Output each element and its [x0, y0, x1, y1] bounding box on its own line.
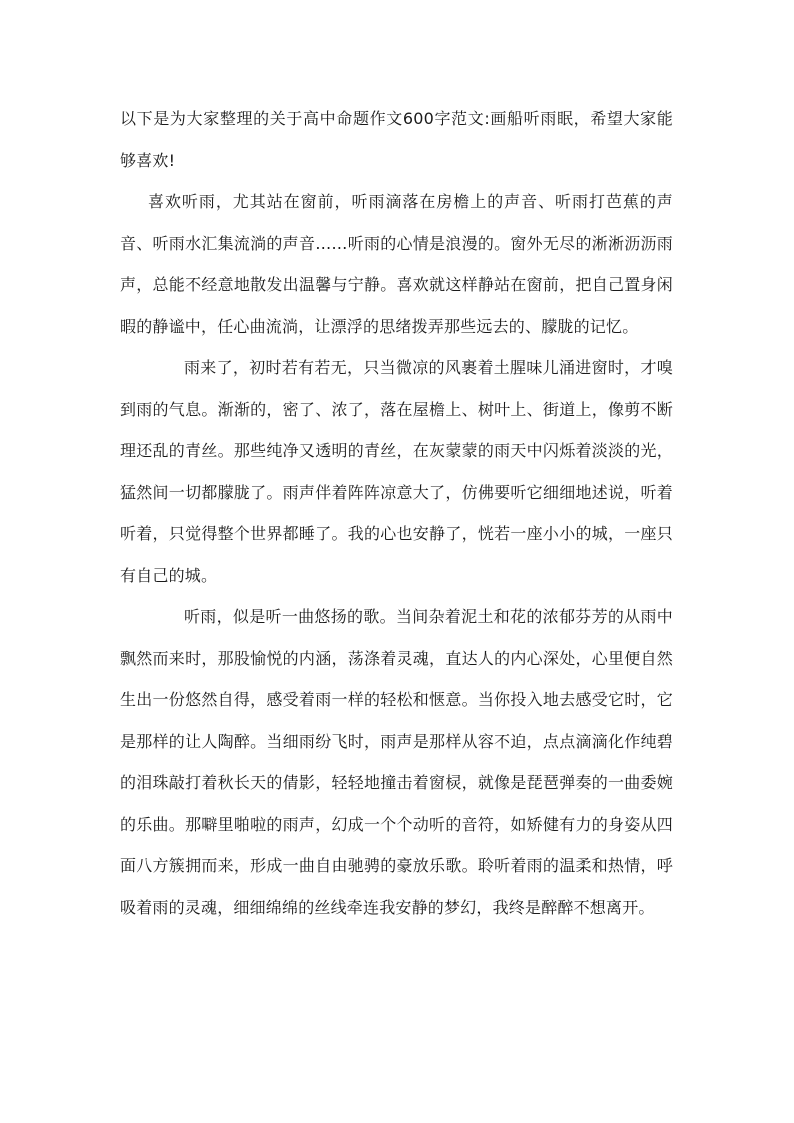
body-paragraph-listening-rain: 喜欢听雨，尤其站在窗前，听雨滴落在房檐上的声音、听雨打芭蕉的声音、听雨水汇集流淌的声音……听雨的心情是浪漫的。窗外无尽的淅淅沥沥雨声，总能不经意地散发出温馨与宁静。喜欢就这样静站在窗前，把自己置身闲暇的静谧中，任心曲流淌，让漂浮的思绪拨弄那些远去的、朦胧的记忆。 [120, 192, 673, 336]
body-paragraph-rain-arrives: 雨来了，初时若有若无，只当微凉的风裹着土腥味儿涌进窗时，才嗅到雨的气息。渐渐的，密了、浓了，落在屋檐上、树叶上、街道上，像剪不断理还乱的青丝。那些纯净又透明的青丝，在灰蒙蒙的雨天中闪烁着淡淡的光，猛然间一切都朦胧了。雨声伴着阵阵凉意大了，仿佛要听它细细地述说，听着听着，只觉得整个世界都睡了。我的心也安静了，恍若一座小小的城，一座只有自己的城。 [120, 358, 673, 585]
body-paragraph-rain-song: 听雨，似是听一曲悠扬的歌。当间杂着泥土和花的浓郁芬芳的从雨中飘然而来时，那股愉悦的内涵，荡涤着灵魂，直达人的内心深处，心里便自然生出一份悠然自得，感受着雨一样的轻松和惬意。当你投入地去感受它时，它是那样的让人陶醉。当细雨纷飞时，雨声是那样从容不迫，点点滴滴化作纯碧的泪珠敲打着秋长天的倩影，轻轻地撞击着窗棂，就像是琵琶弹奏的一曲委婉的乐曲。那噼里啪啦的雨声，幻成一个个动听的音符，如矫健有力的身姿从四面八方簇拥而来，形成一曲自由驰骋的豪放乐歌。聆听着雨的温柔和热情，呼吸着雨的灵魂，细细绵绵的丝线牵连我安静的梦幻，我终是醉醉不想离开。 [120, 607, 673, 917]
document-page [120, 98, 673, 928]
intro-paragraph: 以下是为大家整理的关于高中命题作文600字范文:画船听雨眠，希望大家能够喜欢! [120, 109, 673, 170]
